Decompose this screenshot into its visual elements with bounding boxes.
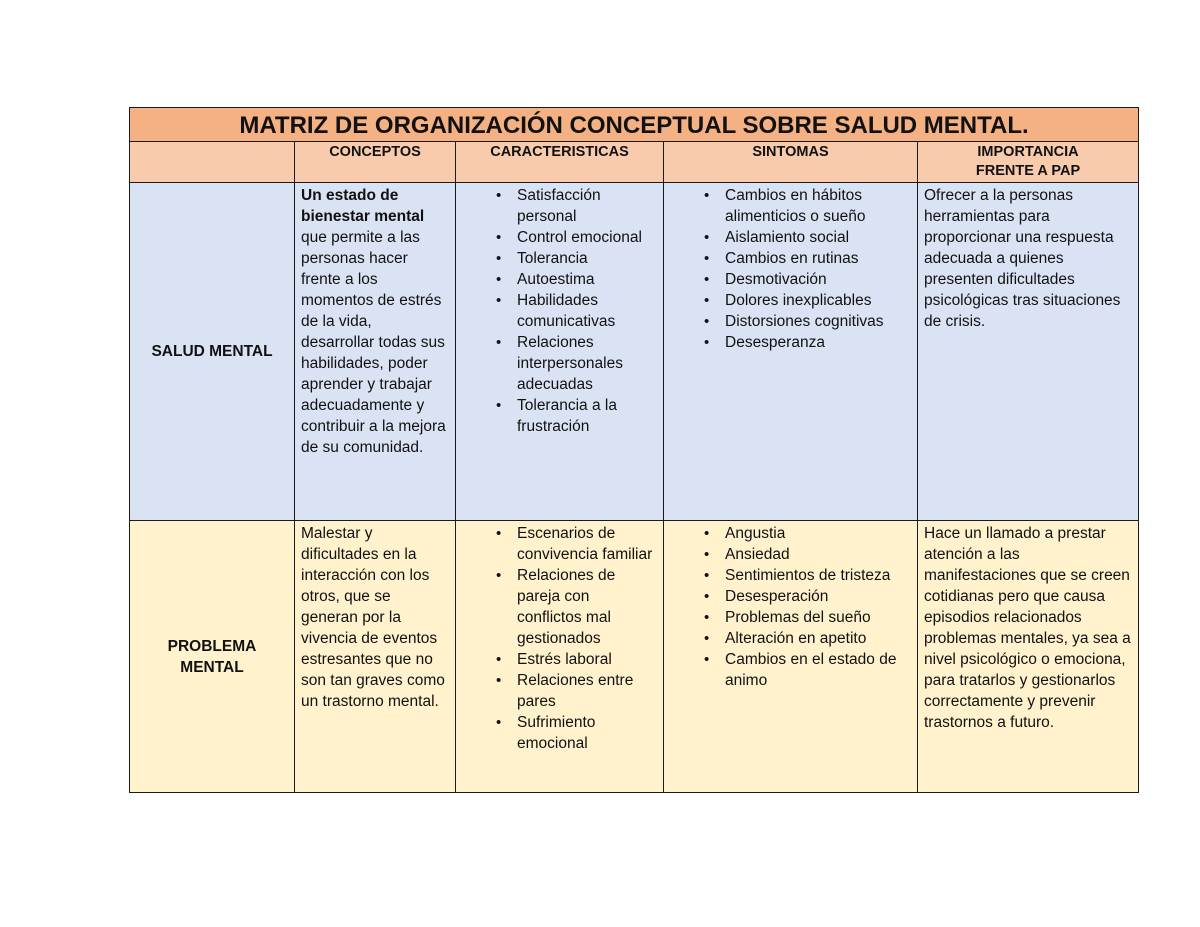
list-item: • Cambios en rutinas: [670, 248, 911, 269]
importancia-salud-mental-text: Ofrecer a la personas herramientas para proporcionar una respuesta adecuada a quienes presenten dificultades psicológicas tras situaciones de crisis.: [924, 187, 1121, 330]
list-item: • Dolores inexplicables: [670, 290, 911, 311]
concepto-problema-mental: [295, 521, 456, 793]
caracteristicas-salud-mental-list: [462, 185, 657, 437]
sintomas-salud-mental-list: [670, 185, 911, 353]
header-blank: [130, 142, 295, 183]
row-label-salud-mental: SALUD MENTAL: [130, 183, 295, 521]
list-item: • Desesperanza: [670, 332, 911, 353]
list-item: • Relaciones de pareja con conflictos mal gestionados: [462, 565, 657, 649]
list-item: • Desmotivación: [670, 269, 911, 290]
importancia-problema-mental: [918, 521, 1139, 793]
list-item: • Escenarios de convivencia familiar: [462, 523, 657, 565]
list-item: • Sentimientos de tristeza: [670, 565, 911, 586]
concepto-salud-mental-rest: que permite a las personas hacer frente a los momentos de estrés de la vida, desarrollar todas sus habilidades, poder aprender y trabajar adecuadamente y contribuir a la mejora de su comunidad.: [301, 229, 446, 456]
list-item: • Cambios en hábitos alimenticios o sueño: [670, 185, 911, 227]
concepto-problema-mental-text: Malestar y dificultades en la interacción con los otros, que se generan por la vivencia de eventos estresantes que no son tan graves como un trastorno mental.: [301, 525, 445, 710]
list-item: • Control emocional: [462, 227, 657, 248]
list-item: • Habilidades comunicativas: [462, 290, 657, 332]
header-row: [130, 142, 1139, 183]
importancia-problema-mental-text: Hace un llamado a prestar atención a las manifestaciones que se creen cotidianas pero que causa episodios relacionados problemas mentales, ya sea a nivel psicológico o emociona, para tratarlos y gestionarlos correctamente y prevenir trastornos a futuro.: [924, 525, 1131, 731]
list-item: • Tolerancia a la frustración: [462, 395, 657, 437]
sintomas-salud-mental: [664, 183, 918, 521]
caracteristicas-problema-mental-list: [462, 523, 657, 754]
header-conceptos: CONCEPTOS: [295, 142, 456, 183]
list-item: • Desesperación: [670, 586, 911, 607]
list-item: • Ansiedad: [670, 544, 911, 565]
list-item: • Relaciones interpersonales adecuadas: [462, 332, 657, 395]
sintomas-problema-mental-list: [670, 523, 911, 691]
list-item: • Sufrimiento emocional: [462, 712, 657, 754]
header-importancia-line2: FRENTE A PAP: [975, 163, 1081, 179]
row-label-problema-mental: PROBLEMA MENTAL: [130, 521, 295, 793]
list-item: • Alteración en apetito: [670, 628, 911, 649]
sintomas-problema-mental: [664, 521, 918, 793]
concepto-salud-mental-bold: Un estado de bienestar mental: [301, 187, 425, 225]
list-item: • Tolerancia: [462, 248, 657, 269]
concepto-salud-mental: [295, 183, 456, 521]
list-item: • Autoestima: [462, 269, 657, 290]
list-item: • Cambios en el estado de animo: [670, 649, 911, 691]
list-item: • Distorsiones cognitivas: [670, 311, 911, 332]
row-salud-mental: [130, 183, 1139, 521]
list-item: • Relaciones entre pares: [462, 670, 657, 712]
concept-matrix-table: [129, 107, 1139, 793]
list-item: • Aislamiento social: [670, 227, 911, 248]
header-sintomas: SINTOMAS: [664, 142, 918, 183]
list-item: • Estrés laboral: [462, 649, 657, 670]
list-item: • Problemas del sueño: [670, 607, 911, 628]
matrix-title: MATRIZ DE ORGANIZACIÓN CONCEPTUAL SOBRE SALUD MENTAL.: [130, 108, 1139, 142]
header-importancia: [918, 142, 1139, 183]
importancia-salud-mental: [918, 183, 1139, 521]
header-importancia-line1: IMPORTANCIA: [977, 144, 1079, 160]
row-problema-mental: [130, 521, 1139, 793]
title-row: [130, 108, 1139, 142]
caracteristicas-salud-mental: [456, 183, 664, 521]
list-item: • Satisfacción personal: [462, 185, 657, 227]
caracteristicas-problema-mental: [456, 521, 664, 793]
header-caracteristicas: CARACTERISTICAS: [456, 142, 664, 183]
list-item: • Angustia: [670, 523, 911, 544]
